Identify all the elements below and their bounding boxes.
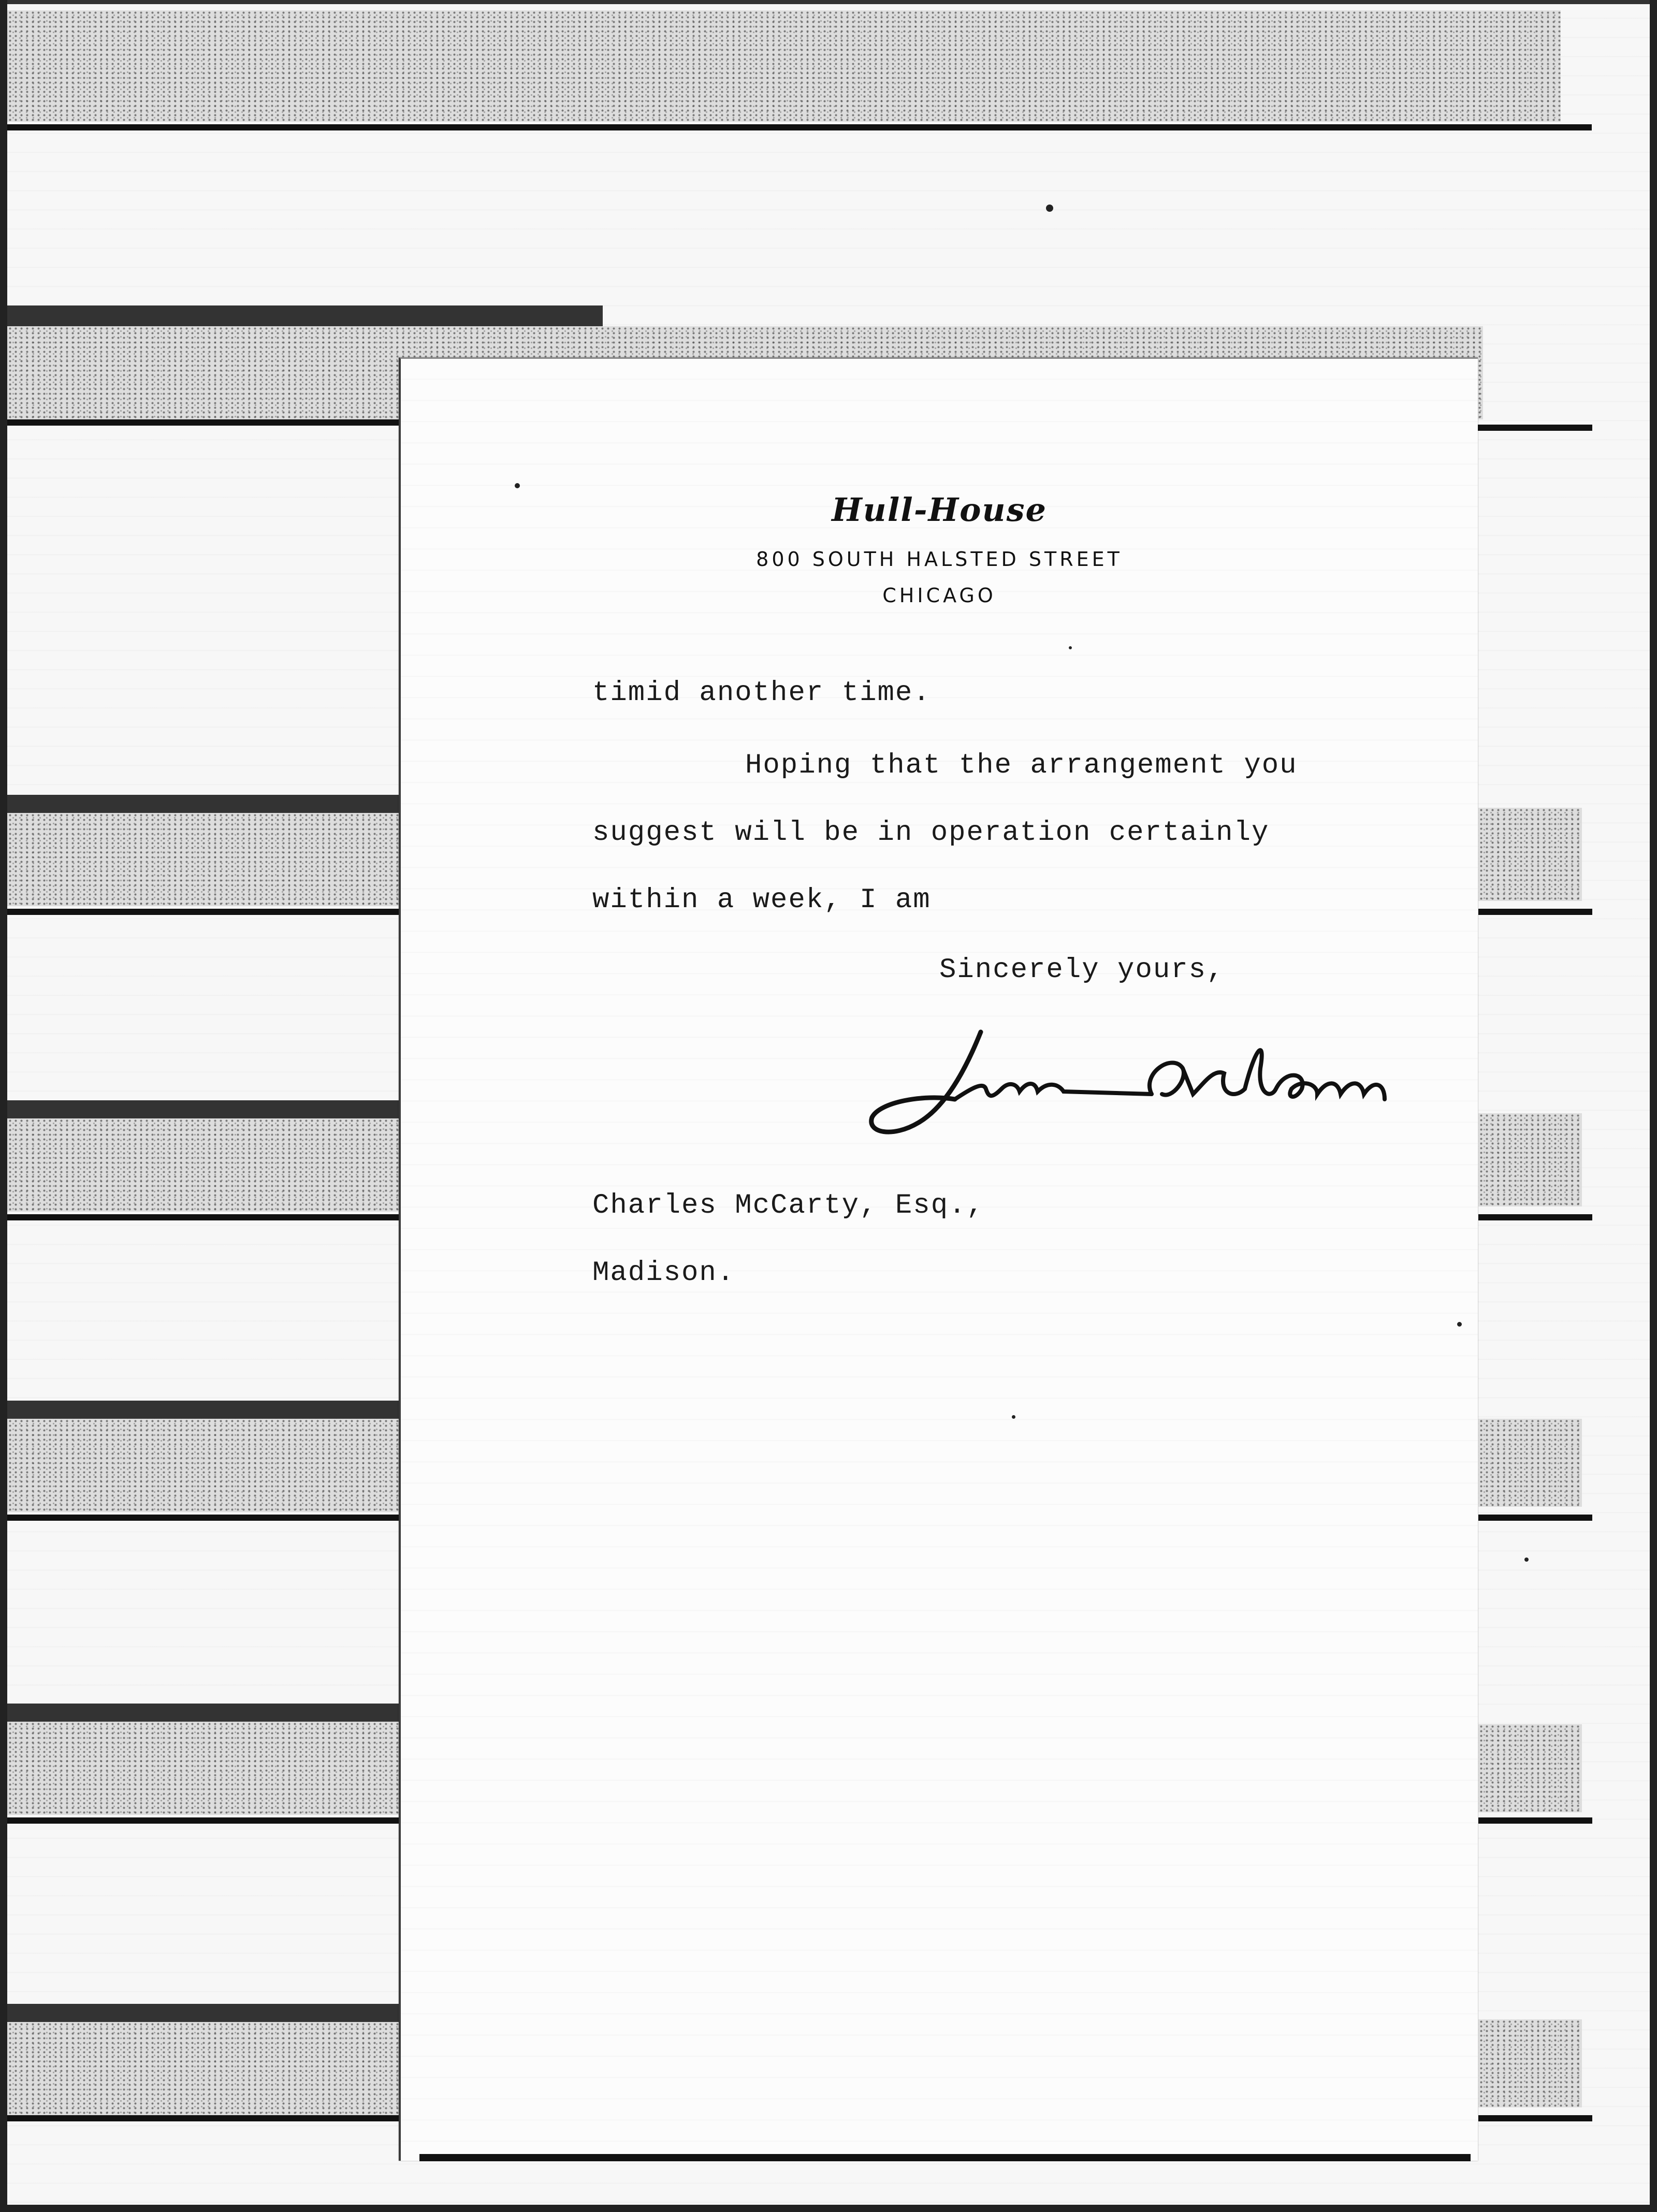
frame-right-border (1650, 0, 1657, 2212)
scan-bar (7, 1100, 401, 1118)
scan-bar (419, 2154, 1471, 2161)
letter-page (399, 357, 1478, 2161)
recipient-place: Madison. (592, 1257, 735, 1289)
scan-band (1478, 808, 1582, 901)
scan-band (1478, 1419, 1582, 1507)
scan-bar (7, 1515, 401, 1521)
scan-bar (7, 124, 1592, 130)
scan-band (7, 2022, 401, 2115)
scan-bar (7, 2115, 401, 2121)
letterhead-name: Hull-House (832, 491, 1047, 529)
scan-bar (7, 1401, 401, 1419)
scan-band (1478, 1113, 1582, 1206)
scan-band (7, 10, 1561, 122)
body-line: suggest will be in operation certainly (592, 817, 1270, 849)
scan-bar (7, 795, 401, 813)
scan-band (7, 1722, 401, 1815)
scan-bar (7, 305, 603, 326)
body-line: timid another time. (592, 677, 931, 709)
body-line: within a week, I am (592, 884, 931, 916)
scan-bar (1478, 909, 1592, 915)
scan-bar (7, 2004, 401, 2022)
scan-band (7, 813, 401, 906)
ink-speck (1457, 1322, 1462, 1327)
scan-bar (7, 1704, 401, 1722)
body-line: Hoping that the arrangement you (745, 750, 1298, 781)
ink-speck (1069, 646, 1072, 649)
scan-bar (1478, 1817, 1592, 1824)
ink-speck (1524, 1558, 1529, 1562)
scan-bar (1476, 425, 1592, 431)
ink-speck (515, 483, 520, 488)
scan-band (1478, 1724, 1582, 1812)
scan-band (7, 1419, 401, 1512)
signature (862, 1016, 1442, 1151)
frame-top-border (0, 0, 1657, 4)
scan-bar (7, 909, 401, 915)
scan-band (7, 1118, 401, 1212)
ink-speck (1046, 205, 1053, 212)
scan-bar (7, 1214, 401, 1220)
closing: Sincerely yours, (939, 954, 1225, 986)
scan-band (1478, 2019, 1582, 2107)
recipient-name: Charles McCarty, Esq., (592, 1190, 984, 1221)
letterhead-street: 800 SOUTH HALSTED STREET (756, 548, 1123, 571)
ink-speck (1012, 1415, 1015, 1419)
scan-bar (1478, 1214, 1592, 1220)
frame-left-border (0, 0, 7, 2212)
scan-bar (1478, 1515, 1592, 1521)
scan-bar (1478, 2115, 1592, 2121)
letterhead-city: CHICAGO (882, 584, 996, 607)
scan-bar (7, 1817, 401, 1824)
frame-bottom-border (0, 2205, 1657, 2212)
scan-bar (7, 419, 401, 426)
